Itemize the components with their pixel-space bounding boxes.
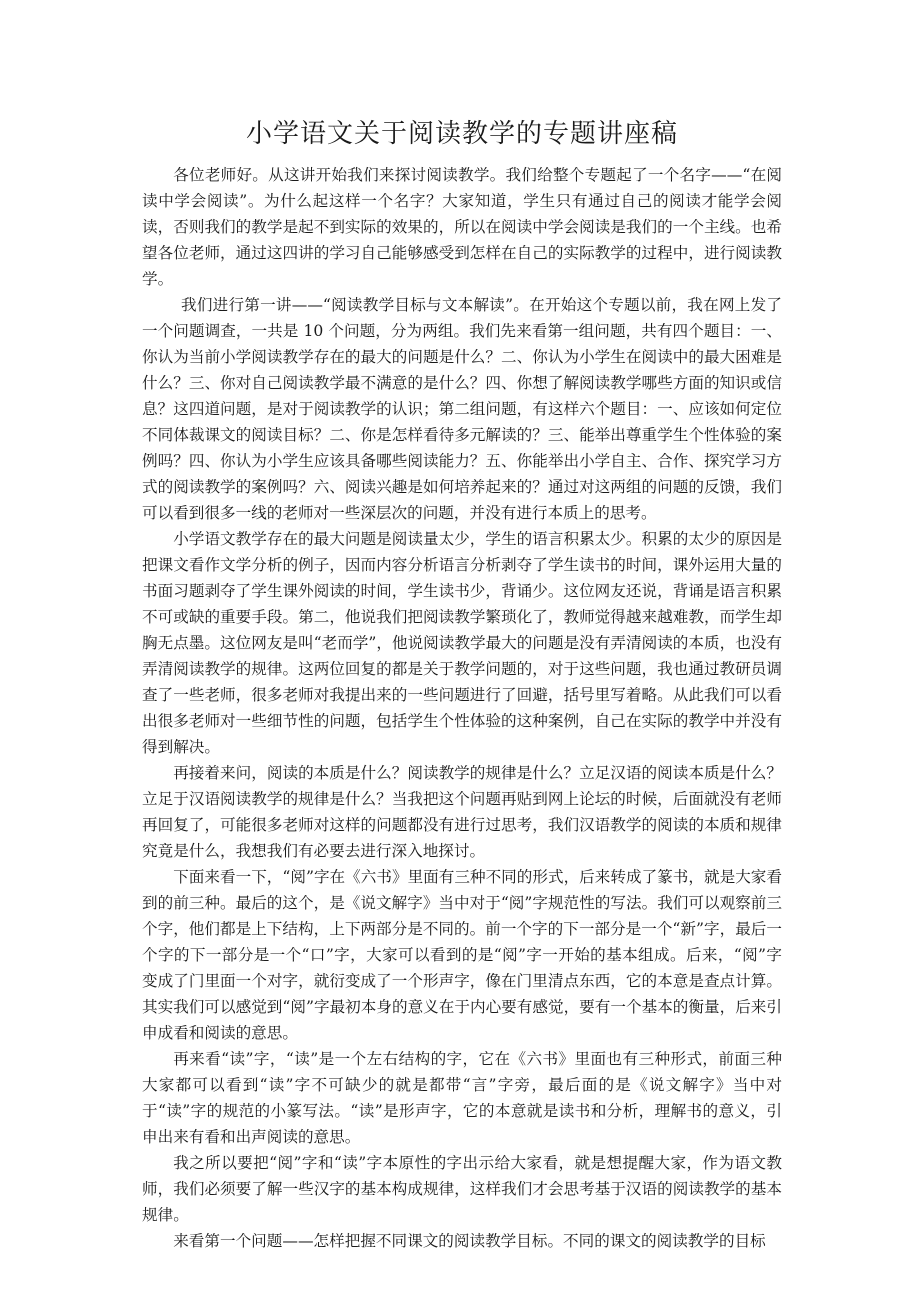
paragraph-yue-character: 下面来看一下，“阅”字在《六书》里面有三种不同的形式，后来转成了篆书，就是大家看到的前三种。最后的这个，是《说文解字》当中对于“阅”字规范性的写法。我们可以观察前三个字，他们都是上下结构，上下两部分是不同的。前一个字的下一部分是一个“新”字，最后一个字的下一部分是一个“口”字，大家可以看到的是“阅”字一开始的基本组成。后来，“阅”字变成了门里面一个对字，就衍变成了一个形声字，像在门里清点东西，它的本意是查点计算。其实我们可以感觉到“阅”字最初本身的意义在于内心要有感觉，要有一个基本的衡量，后来引申成看和阅读的意思。: [142, 868, 782, 1042]
document-title: 小学语文关于阅读教学的专题讲座稿: [245, 119, 678, 149]
paragraph-reason: 我之所以要把“阅”字和“读”字本原性的字出示给大家看，就是想提醒大家，作为语文教师，我们必须要了解一些汉字的基本构成规律，这样我们才会思考基于汉语的阅读教学的基本规律。: [142, 1154, 782, 1224]
paragraph-survey: 我们进行第一讲——“阅读教学目标与文本解读”。在开始这个专题以前，我在网上发了一个问题调查，一共是 10 个问题，分为两组。我们先来看第一组问题，共有四个题目：一、你认为当前小学阅读教学存在的最大的问题是什么？二、你认为小学生在阅读中的最大困难是什么？三、你对自己阅读教学最不满意的是什么？四、你想了解阅读教学哪些方面的知识或信息？这四道问题，是对于阅读教学的认识；第二组问题，有这样六个题目：一、应该如何定位不同体裁课文的阅读目标？二、你是怎样看待多元解读的？三、能举出尊重学生个性体验的案例吗？四、你认为小学生应该具备哪些阅读能力？五、你能举出小学自主、合作、探究学习方式的阅读教学的案例吗？六、阅读兴趣是如何培养起来的？通过对这两组的问题的反馈，我们可以看到很多一线的老师对一些深层次的问题，并没有进行本质上的思考。: [142, 296, 782, 522]
paragraph-problems: 小学语文教学存在的最大问题是阅读量太少，学生的语言积累太少。积累的太少的原因是把课文看作文学分析的例子，因而内容分析语言分析剥夺了学生读书的时间，课外运用大量的书面习题剥夺了学生课外阅读的时间，学生读书少，背诵少。这位网友还说，背诵是语言积累不可或缺的重要手段。第二，他说我们把阅读教学繁琐化了，教师觉得越来越难教，而学生却胸无点墨。这位网友是叫“老而学”，他说阅读教学最大的问题是没有弄清阅读的本质，也没有弄清阅读教学的规律。这两位回复的都是关于教学问题的，对于这些问题，我也通过教研员调查了一些老师，很多老师对我提出来的一些问题进行了回避，括号里写着略。从此我们可以看出很多老师对一些细节性的问题，包括学生个性体验的这种案例，自己在实际的教学中并没有得到解决。: [142, 530, 782, 756]
document-page: [142, 112, 782, 1254]
paragraph-first-question: 来看第一个问题——怎样把握不同课文的阅读教学目标。不同的课文的阅读教学的目标: [173, 1232, 766, 1250]
paragraph-du-character: 再来看“读”字，“读”是一个左右结构的字，它在《六书》里面也有三种形式，前面三种大家都可以看到“读”字不可缺少的就是都带“言”字旁，最后面的是《说文解字》当中对于“读”字的规范的小篆写法。“读”是形声字，它的本意就是读书和分析，理解书的意义，引申出来有看和出声阅读的意思。: [142, 1050, 782, 1146]
paragraph-essence: 再接着来问，阅读的本质是什么？阅读教学的规律是什么？立足汉语的阅读本质是什么？立足于汉语阅读教学的规律是什么？当我把这个问题再贴到网上论坛的时候，后面就没有老师再回复了，可能很多老师对这样的问题都没有进行过思考，我们汉语教学的阅读的本质和规律究竟是什么，我想我们有必要去进行深入地探讨。: [142, 764, 782, 860]
paragraph-intro: 各位老师好。从这讲开始我们来探讨阅读教学。我们给整个专题起了一个名字——“在阅读中学会阅读”。为什么起这样一个名字？大家知道，学生只有通过自己的阅读才能学会阅读，否则我们的教学是起不到实际的效果的，所以在阅读中学会阅读是我们的一个主线。也希望各位老师，通过这四讲的学习自己能够感受到怎样在自己的实际教学的过程中，进行阅读教学。: [142, 166, 782, 288]
